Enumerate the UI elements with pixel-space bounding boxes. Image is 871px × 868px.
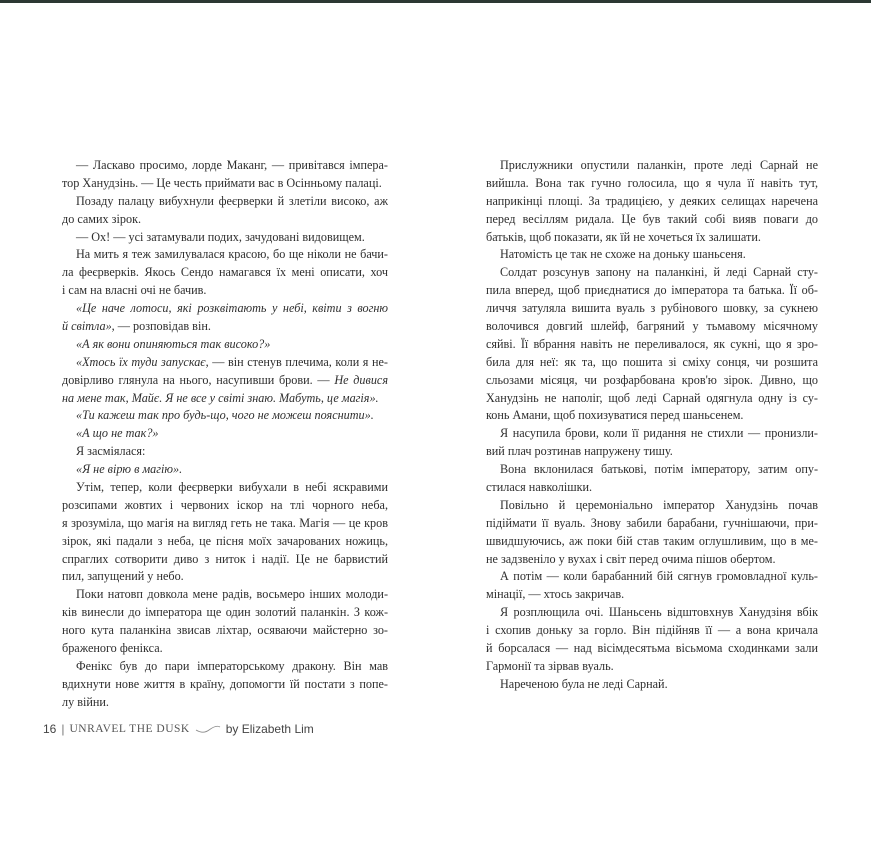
text-segment: браженого фенікса. (62, 641, 163, 656)
text-segment: наприкінці площі. За традицією, у деяких селищах наречена (486, 193, 818, 208)
text-line (486, 300, 818, 318)
text-segment: вдихнути нове життя в країну, допомогти їй постати з попе- (62, 676, 388, 691)
text-line (486, 264, 818, 282)
text-line (62, 425, 388, 443)
text-segment: — Ох! — усі затамували подих, зачудовані видовищем. (76, 229, 365, 244)
text-segment: і схопив доньку за горло. Він підійняв її — а вона кричала (486, 623, 818, 638)
text-segment: пил, запущений у небо. (62, 569, 184, 584)
text-line (486, 336, 818, 354)
text-line (62, 175, 388, 193)
text-line (486, 425, 818, 443)
text-line (486, 390, 818, 408)
text-line (486, 193, 818, 211)
text-line (62, 229, 388, 247)
text-line (486, 407, 818, 425)
text-segment: конь Амани, щоб похизуватися перед шаньсенем. (486, 408, 744, 423)
text-segment: швидшуючись, аж поки бій став таким оглушливим, що в ме- (486, 533, 818, 548)
text-line (486, 676, 818, 694)
italic-text-segment: «Ти кажеш так про будь-що, чого не можеш пояснити». (76, 408, 374, 423)
text-segment: батьків, щоб показати, як їй не хочеться їх залишати. (486, 229, 761, 244)
text-segment: не задзвеніло у вухах і світ перед очима пішов обертом. (486, 551, 776, 566)
text-segment: перед весіллям ридала. Це був такий собі вияв поваги до (486, 211, 818, 226)
text-line (62, 211, 388, 229)
text-segment: личчя затуляла вишита вуаль з рубінового шовку, за сукнею (486, 301, 818, 316)
text-line (62, 694, 388, 712)
text-line (486, 175, 818, 193)
text-segment: Утім, тепер, коли феєрверки вибухали в небі яскравими (76, 480, 388, 495)
text-line (486, 318, 818, 336)
text-segment: довірливо глянула на нього, насупивши брови. — (62, 372, 335, 387)
text-segment: сяйві. Її вбрання навіть не переливалося, як сукні, що я зро- (486, 336, 818, 351)
text-line (62, 390, 388, 408)
text-line (62, 676, 388, 694)
text-line (62, 264, 388, 282)
italic-text-segment: на мене так, Майє. Я не все у світі знаю. Мабуть, це магія». (62, 390, 379, 405)
text-line (486, 461, 818, 479)
text-segment: Вона вклонилася батькові, потім імператору, затим опу- (500, 462, 818, 477)
text-segment: до самих зірок. (62, 211, 142, 226)
text-line (62, 461, 388, 479)
text-segment: розсипами жовтих і червоних іскор на тлі чорного неба, (62, 497, 388, 512)
text-line (486, 443, 818, 461)
text-line (62, 551, 388, 569)
text-segment: — Ласкаво просимо, лорде Маканг, — привітався імпера- (76, 158, 388, 172)
text-line (62, 640, 388, 658)
text-line (62, 658, 388, 676)
text-line (62, 407, 388, 425)
text-segment: я зрозуміла, що магія на вигляд геть не така. Магія — це кров (62, 515, 388, 530)
text-segment: мінації, — хтось закричав. (486, 587, 625, 602)
text-line (62, 282, 388, 300)
text-segment: вийшла. Вона так гучно голосила, що я чула її навіть тут, (486, 175, 818, 190)
text-line (486, 551, 818, 569)
text-line (486, 497, 818, 515)
text-line (486, 658, 818, 676)
text-line (62, 604, 388, 622)
text-line (486, 568, 818, 586)
text-line (62, 622, 388, 640)
text-line (62, 515, 388, 533)
text-segment: зірок, які падали з неба, це пісня моїх зачарованих ножиць, (62, 533, 388, 548)
text-segment: ла феєрверків. Якось Сендо намагався їх мені описати, хоч (62, 265, 388, 280)
italic-text-segment: «Я не вірю в магію». (76, 462, 183, 477)
text-line (486, 515, 818, 533)
text-segment: лу війни. (62, 694, 109, 709)
text-segment: стилася навколішки. (486, 480, 593, 495)
text-segment: пила вперед, щоб приєднатися до імператора та батька. Її об- (486, 283, 818, 298)
italic-text-segment: Не дивися (334, 372, 388, 387)
italic-text-segment: «А як вони опиняються так високо?» (76, 336, 271, 351)
page-footer (43, 722, 314, 736)
text-line (486, 246, 818, 264)
page-number: 16 (43, 722, 57, 736)
text-line (486, 157, 818, 175)
text-segment: ного кута паланкіна звисав ліхтар, осяваючи майстерно зо- (62, 623, 388, 638)
text-segment: Фенікс був до пари імператорському дракону. Він мав (76, 658, 388, 673)
text-segment: — він стенув плечима, коли я не- (208, 354, 388, 369)
footer-separator: | (61, 722, 65, 736)
text-line (486, 211, 818, 229)
text-line (62, 586, 388, 604)
text-segment: тор Ханудзінь. — Це честь приймати вас в Осінньому палаці. (62, 175, 382, 190)
right-page-text (486, 157, 818, 694)
swirl-ornament-icon (195, 724, 221, 734)
text-segment: ків винесли до імператора ще один золотий паланкін. З кож- (62, 605, 388, 620)
left-page-text (62, 157, 388, 712)
text-segment: Я засміялася: (76, 444, 146, 459)
text-segment: Натомість це так не схоже на доньку шаньсеня. (500, 247, 746, 262)
text-line (62, 533, 388, 551)
text-line (486, 354, 818, 372)
text-segment: вий плач розтинав напружену тишу. (486, 444, 673, 459)
text-segment: Поки натовп довкола мене радів, восьмеро інших молоди- (76, 587, 388, 602)
text-line (62, 300, 388, 318)
text-segment: й борсалася — над вісімдесятьма вісьмома сходинками зали (486, 641, 818, 656)
text-line (486, 622, 818, 640)
text-line (486, 372, 818, 390)
text-segment: сльозами місяця, чи розфарбована кров'ю зірок. Дивно, що (486, 372, 818, 387)
text-line (62, 479, 388, 497)
text-line (62, 372, 388, 390)
text-segment: волочився довгий шлейф, багряний у тьмавому місячному (486, 319, 818, 334)
text-line (486, 479, 818, 497)
text-segment: Повільно й церемоніально імператор Ханудзінь почав (500, 497, 818, 512)
text-segment: підіймати її вуаль. Знову забили барабани, гучнішаючи, при- (486, 515, 818, 530)
text-segment: Нареченою була не леді Сарнай. (500, 676, 668, 691)
top-border (0, 0, 871, 3)
text-line (62, 193, 388, 211)
text-segment: Прислужники опустили паланкін, проте леді Сарнай не (500, 158, 818, 172)
text-line (486, 586, 818, 604)
text-segment: Позаду палацу вибухнули феєрверки й злетіли високо, аж (76, 193, 388, 208)
text-segment: Солдат розсунув запону на паланкіні, й леді Сарнай сту- (500, 265, 818, 280)
text-line (486, 282, 818, 300)
text-segment: Я насупила брови, коли її ридання не стихли — пронизли- (500, 426, 818, 441)
text-line (62, 157, 388, 175)
text-line (486, 604, 818, 622)
text-line (62, 497, 388, 515)
text-segment: На мить я теж замилувалася красою, бо ще ніколи не бачи- (76, 247, 388, 262)
text-segment: Ханудзінь не наполіг, щоб леді Сарнай одягнула одну із су- (486, 390, 818, 405)
text-line (62, 354, 388, 372)
book-title: UNRAVEL THE DUSK (69, 723, 190, 735)
text-line (62, 336, 388, 354)
italic-text-segment: «А що не так?» (76, 426, 159, 441)
text-segment: Я розплющила очі. Шаньсень відштовхнув Ханудзіня вбік (500, 605, 818, 620)
text-segment: і сам на власні очі не бачив. (62, 283, 207, 298)
italic-text-segment: «Хтось їх туди запускає, (76, 354, 209, 369)
text-segment: спраглих сотворити диво з ниток і надії. Це не барвистий (62, 551, 388, 566)
text-segment: Гармонії та зірвав вуаль. (486, 658, 614, 673)
italic-text-segment: «Це наче лотоси, які розквітають у небі, квіти з вогню (76, 301, 388, 316)
text-line (62, 443, 388, 461)
author-name: by Elizabeth Lim (225, 722, 314, 736)
text-line (62, 318, 388, 336)
text-line (486, 533, 818, 551)
text-line (62, 568, 388, 586)
text-segment: — розповідав він. (114, 319, 211, 334)
text-segment: А потім — коли барабанний бій сягнув громовладної куль- (500, 569, 818, 584)
italic-text-segment: й світла», (62, 319, 115, 334)
text-segment: била для неї: як та, що пошита зі сміху сонця, чи розшита (486, 354, 818, 369)
text-line (486, 229, 818, 247)
text-line (62, 246, 388, 264)
text-line (486, 640, 818, 658)
